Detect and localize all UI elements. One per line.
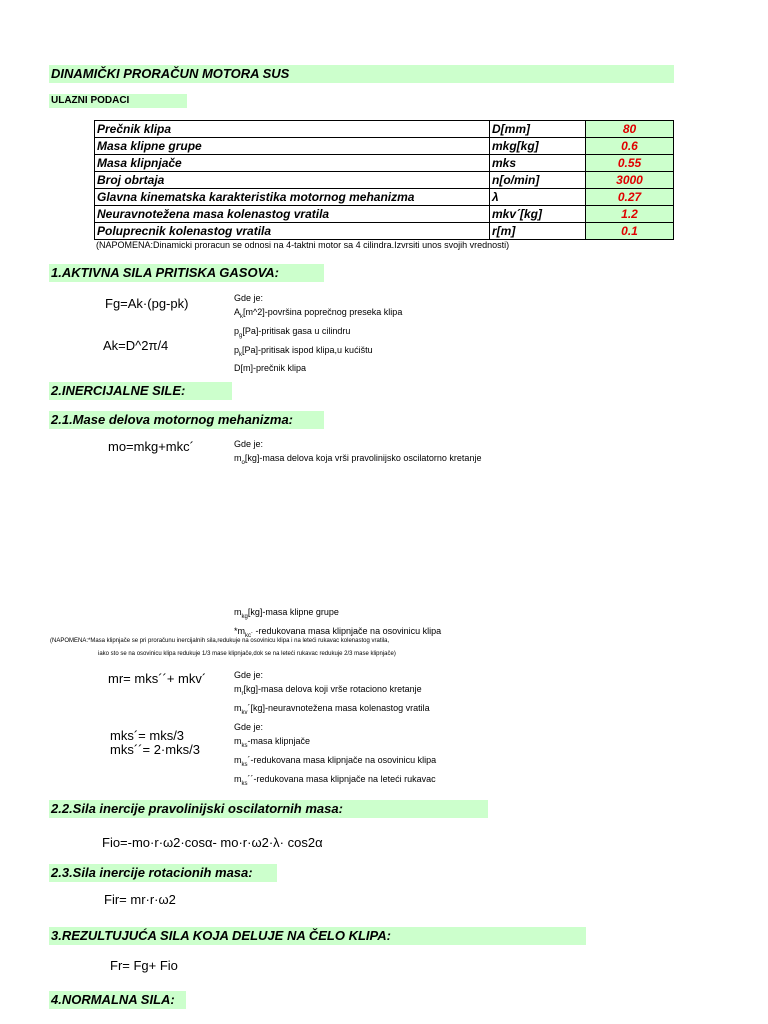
section-1-header: 1.AKTIVNA SILA PRITISKA GASOVA: xyxy=(49,264,324,282)
where-label: Gde je: xyxy=(234,722,264,732)
input-row xyxy=(95,206,674,223)
input-name: Poluprecnik kolenastog vratila xyxy=(95,223,490,240)
section-2-1-explanation-d xyxy=(234,720,436,790)
expl-mks-reduced-pin: $m_{ks}´$-redukovana masa klipnjače na osovinicu klipa xyxy=(234,754,437,768)
expl-mkv: $m_{kv}´[kg]$-neuravnotežena masa kolenastog vratila xyxy=(234,702,430,716)
input-value: 3000 xyxy=(586,172,674,189)
formula-fr: Fr= Fg+ Fio xyxy=(110,958,178,973)
input-name: Prečnik klipa xyxy=(95,121,490,138)
section-2-3-header: 2.3.Sila inercije rotacionih masa: xyxy=(49,864,277,882)
input-name: Masa klipnjače xyxy=(95,155,490,172)
input-row xyxy=(95,172,674,189)
expl-d: D[m]-prečnik klipa xyxy=(234,363,307,374)
input-value: 0.6 xyxy=(586,138,674,155)
formula-mks2: mks´´= 2·mks/3 xyxy=(110,742,200,757)
expl-ak: $A_k[m\^{}2]$-površina poprečnog preseka klipa xyxy=(234,307,403,320)
formula-fg: Fg=Ak·(pg-pk) xyxy=(105,296,189,311)
input-unit: r[m] xyxy=(490,223,586,240)
input-unit: mks xyxy=(490,155,586,172)
formula-fio: Fio=-mo·r·ω2·cosα- mo·r·ω2·λ· cos2α xyxy=(102,835,323,850)
section-2-2-header: 2.2.Sila inercije pravolinijski oscilatornih masa: xyxy=(49,800,488,818)
input-unit: λ xyxy=(490,189,586,206)
input-unit: mkg[kg] xyxy=(490,138,586,155)
formula-ak: Ak=D^2π/4 xyxy=(103,338,169,353)
section-3-header: 3.REZULTUJUĆA SILA KOJA DELUJE NA ČELO KLIPA: xyxy=(49,927,586,945)
input-value: 0.1 xyxy=(586,223,674,240)
section-4-header: 4.NORMALNA SILA: xyxy=(49,991,186,1009)
expl-mks: $m_{ks}$-masa klipnjače xyxy=(234,736,311,749)
section-1-explanation xyxy=(234,291,402,375)
formula-mo: mo=mkg+mkc´ xyxy=(108,439,194,454)
mass-note-line-2: iako sto se na osovinicu klipa redukuje 1/3 mase klipnjače,dok se na leteći rukavac redukuje 2/3 mase klipnjače) xyxy=(98,651,396,657)
section-2-header: 2.INERCIJALNE SILE: xyxy=(49,382,232,400)
input-row xyxy=(95,138,674,155)
input-unit: mkv´[kg] xyxy=(490,206,586,223)
input-name: Glavna kinematska karakteristika motornog mehanizma xyxy=(95,189,490,206)
input-name: Masa klipne grupe xyxy=(95,138,490,155)
input-note: (NAPOMENA:Dinamicki proracun se odnosi na 4-taktni motor sa 4 cilindra.Izvrsiti unos svojih vrednosti) xyxy=(96,240,510,250)
input-unit: D[mm] xyxy=(490,121,586,138)
input-name: Neuravnotežena masa kolenastog vratila xyxy=(95,206,490,223)
where-label: Gde je: xyxy=(234,293,264,303)
expl-pk: $p_k[Pa]$-pritisak ispod klipa,u kućištu xyxy=(234,344,373,358)
input-row xyxy=(95,155,674,172)
input-unit: n[o/min] xyxy=(490,172,586,189)
expl-mkg: $m_{kg}[kg]$-masa klipne grupe xyxy=(234,607,339,620)
formula-fir: Fir= mr·r·ω2 xyxy=(104,892,176,907)
formula-mr: mr= mks´´+ mkv´ xyxy=(108,671,207,686)
formula-mks1: mks´= mks/3 xyxy=(110,728,185,743)
document-title: DINAMIČKI PRORAČUN MOTORA SUS xyxy=(49,65,674,83)
input-data-table xyxy=(94,120,674,240)
input-value: 0.55 xyxy=(586,155,674,172)
input-data-header: ULAZNI PODACI xyxy=(49,94,187,108)
where-label: Gde je: xyxy=(234,670,264,680)
input-row xyxy=(95,121,674,138)
mass-note-line-1: (NAPOMENA:*Masa klipnjače se pri proračunu inercijalnih sila,redukuje na osovinicu klipa i na leteći rukavac kolenastog vratila, xyxy=(50,638,390,644)
section-2-1-header: 2.1.Mase delova motornog mehanizma: xyxy=(49,411,324,429)
section-2-1-explanation-a xyxy=(234,437,481,470)
expl-pg: $p_g[Pa]$-pritisak gasa u cilindru xyxy=(234,325,351,339)
where-label: Gde je: xyxy=(234,439,264,449)
expl-mr: $m_r[kg]$-masa delova koji vrše rotaciono kretanje xyxy=(234,684,422,697)
input-value: 1.2 xyxy=(586,206,674,223)
expl-mks-reduced-journal: $m_{ks}´´$-redukovana masa klipnjače na leteći rukavac xyxy=(234,773,436,787)
expl-mo: $m_o[kg]$-masa delova koja vrši pravolinijsko oscilatorno kretanje xyxy=(234,453,482,466)
section-2-1-explanation-c xyxy=(234,668,430,720)
input-name: Broj obrtaja xyxy=(95,172,490,189)
input-row xyxy=(95,189,674,206)
input-value: 80 xyxy=(586,121,674,138)
expl-mkc: $*m_{kc´}$ -redukovana masa klipnjače na osovinicu klipa xyxy=(234,625,442,639)
input-value: 0.27 xyxy=(586,189,674,206)
input-row xyxy=(95,223,674,240)
